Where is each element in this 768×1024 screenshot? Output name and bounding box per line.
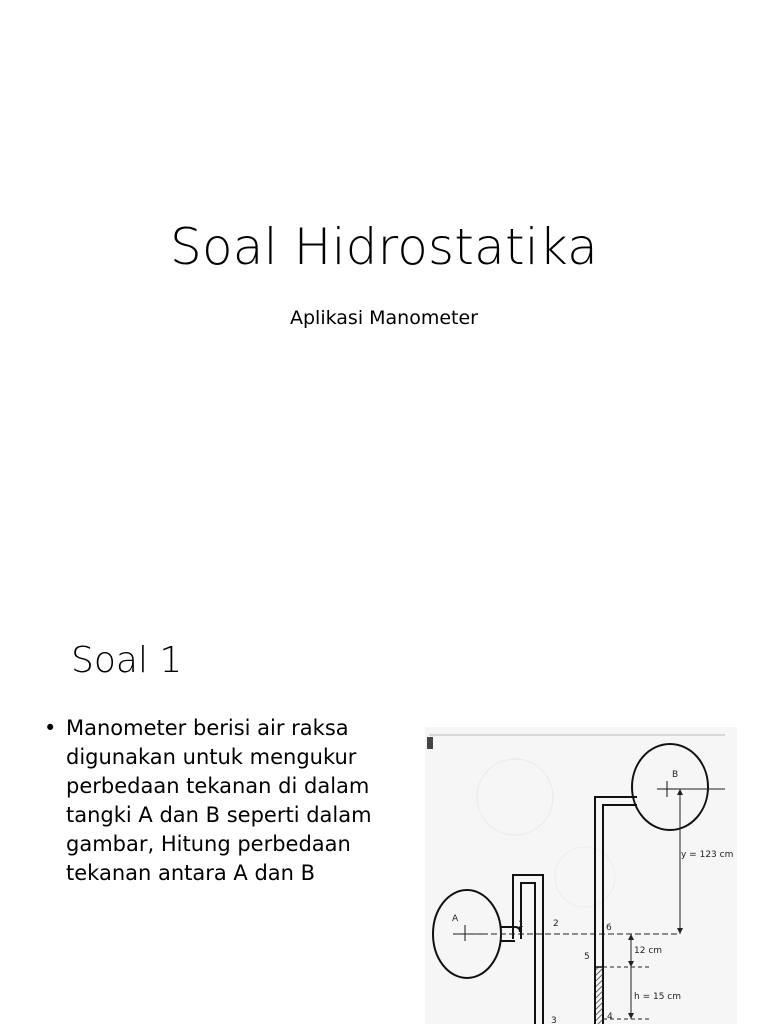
h-dimension-label: h = 15 cm <box>634 992 681 1002</box>
point-1-label: 1 <box>518 920 524 930</box>
point-3-label: 3 <box>551 1016 557 1024</box>
tank-a-label: A <box>452 914 459 924</box>
bullet-marker: • <box>44 716 57 740</box>
slide-subtitle: Aplikasi Manometer <box>290 307 478 329</box>
manometer-diagram <box>425 727 737 1024</box>
question-heading: Soal 1 <box>71 640 183 681</box>
tank-b-label: B <box>672 770 679 780</box>
question-text: Manometer berisi air raksa digunakan untuk mengukur perbedaan tekanan di dalam tangki A dan B seperti dalam gambar, Hitung perbedaan tekanan antara A dan B <box>66 716 372 885</box>
manometer-figure <box>425 727 737 1024</box>
point-5-label: 5 <box>584 952 590 962</box>
slide-title: Soal Hidrostatika <box>170 218 598 276</box>
point-4-label: 4 <box>607 1012 613 1022</box>
point-2-label: 2 <box>553 919 559 929</box>
question-slide <box>0 590 768 1024</box>
point-6-label: 6 <box>606 923 612 933</box>
gap-dimension-label: 12 cm <box>634 946 663 956</box>
y-dimension-label: y = 123 cm <box>681 850 734 860</box>
